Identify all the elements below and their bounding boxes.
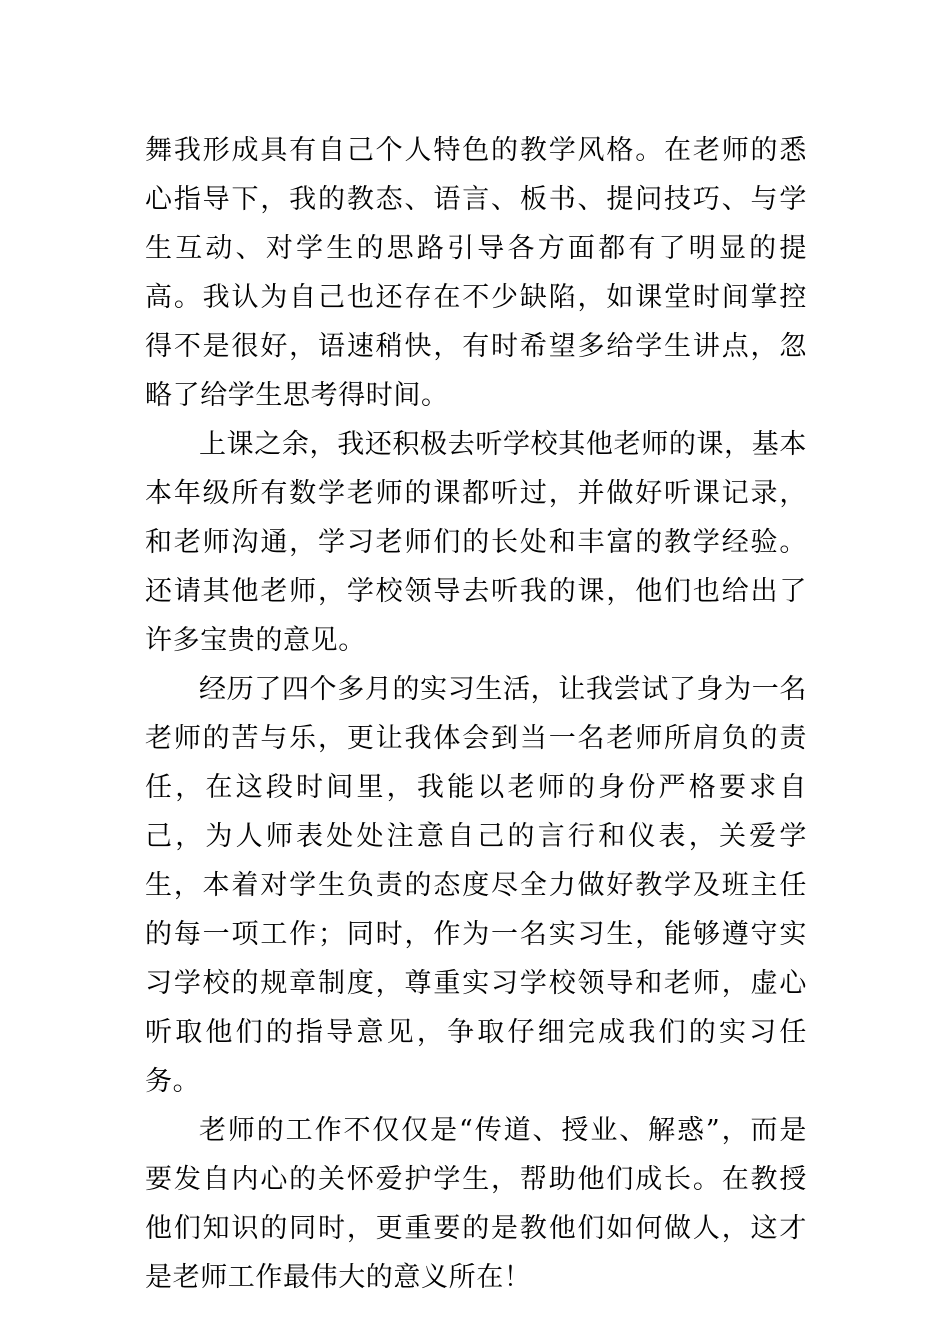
paragraph-internship-experience: 经历了四个多月的实习生活，让我尝试了身为一名老师的苦与乐，更让我体会到当一名老师所肩负的责任，在这段时间里，我能以老师的身份严格要求自己，为人师表处处注意自己的言行和仪表，关爱学生，本着对学生负责的态度尽全力做好教学及班主任的每一项工作；同时，作为一名实习生，能够遵守实习学校的规章制度，尊重实习学校领导和老师，虚心听取他们的指导意见，争取仔细完成我们的实习任务。: [145, 674, 807, 1097]
paragraph-listening-classes: 上课之余，我还积极去听学校其他老师的课，基本本年级所有数学老师的课都听过，并做好听课记录，和老师沟通，学习老师们的长处和丰富的教学经验。还请其他老师，学校领导去听我的课，他们也给出了许多宝贵的意见。: [145, 429, 807, 656]
paragraph-continuation: 舞我形成具有自己个人特色的教学风格。在老师的悉心指导下，我的教态、语言、板书、提问技巧、与学生互动、对学生的思路引导各方面都有了明显的提高。我认为自己也还存在不少缺陷，如课堂时间掌控得不是很好，语速稍快，有时希望多给学生讲点，忽略了给学生思考得时间。: [145, 135, 807, 411]
paragraph-teacher-meaning: 老师的工作不仅仅是“传道、授业、解惑”，而是要发自内心的关怀爱护学生，帮助他们成长。在教授他们知识的同时，更重要的是教他们如何做人，这才是老师工作最伟大的意义所在！: [145, 1115, 807, 1293]
document-body: [145, 126, 807, 1302]
